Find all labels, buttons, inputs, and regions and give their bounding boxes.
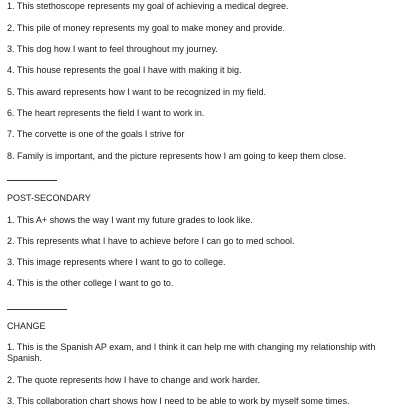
change-item-1: 1. This is the Spanish AP exam, and I think it can help me with changing my relationship with Spanish. <box>7 342 376 363</box>
goal-item-1: 1. This stethoscope represents my goal of achieving a medical degree. <box>7 1 289 11</box>
post-secondary-item-4: 4. This is the other college I want to go to. <box>7 278 174 288</box>
goal-item-2: 2. This pile of money represents my goal to make money and provide. <box>7 23 285 33</box>
post-secondary-heading: POST-SECONDARY <box>7 193 91 203</box>
post-secondary-item-1: 1. This A+ shows the way I want my future grades to look like. <box>7 215 253 225</box>
goal-item-8: 8. Family is important, and the picture represents how I am going to keep them close. <box>7 151 347 161</box>
section-divider-2 <box>7 309 67 310</box>
goal-item-6: 6. The heart represents the field I want to work in. <box>7 108 205 118</box>
goal-item-5: 5. This award represents how I want to be recognized in my field. <box>7 87 266 97</box>
goal-item-3: 3. This dog how I want to feel throughout my journey. <box>7 44 218 54</box>
post-secondary-item-2: 2. This represents what I have to achieve before I can go to med school. <box>7 236 295 246</box>
change-item-2: 2. The quote represents how I have to change and work harder. <box>7 375 260 385</box>
section-divider-1 <box>7 180 57 181</box>
goal-item-7: 7. The corvette is one of the goals I strive for <box>7 129 185 139</box>
post-secondary-item-3: 3. This image represents where I want to go to college. <box>7 257 226 267</box>
change-heading: CHANGE <box>7 321 46 331</box>
goal-item-4: 4. This house represents the goal I have with making it big. <box>7 65 242 75</box>
change-item-3: 3. This collaboration chart shows how I need to be able to work by myself some times. <box>7 396 350 406</box>
